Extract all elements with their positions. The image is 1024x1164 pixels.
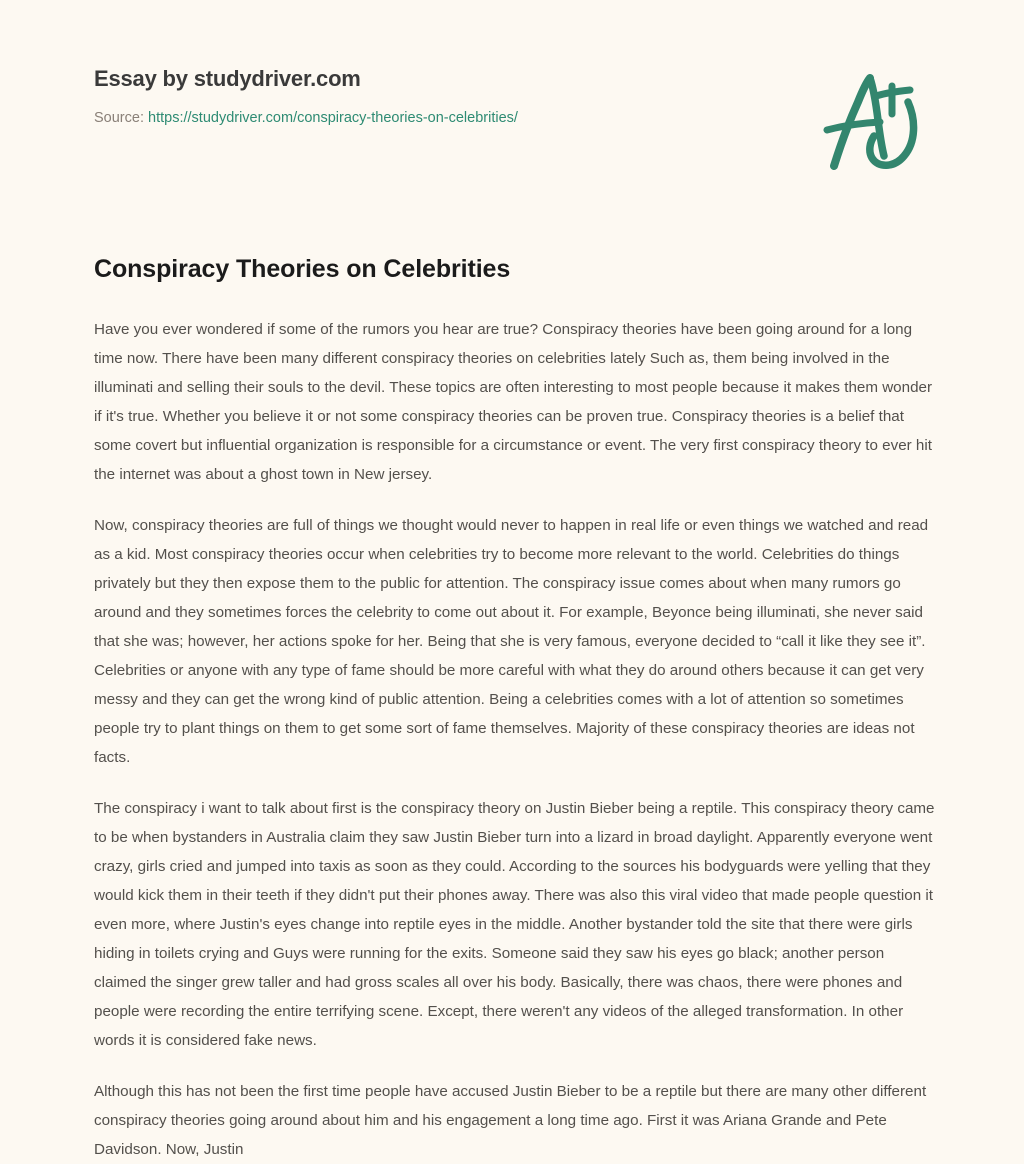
article-body (94, 315, 940, 1164)
a-plus-logo-icon (812, 62, 932, 172)
brand-title: Essay by studydriver.com (94, 66, 361, 91)
source-line (94, 109, 814, 128)
page-title: Conspiracy Theories on Celebrities (94, 255, 511, 283)
page-header (0, 0, 1024, 200)
source-link[interactable]: https://studydriver.com/conspiracy-theories-on-celebrities/ (148, 110, 518, 127)
brand-block (94, 66, 814, 128)
paragraph: The conspiracy i want to talk about first is the conspiracy theory on Justin Bieber being a reptile. This conspiracy theory came to be when bystanders in Australia claim they saw Justin Bieber turn into a lizard in broad daylight. Apparently everyone went crazy, girls cried and jumped into taxis as soon as they could. According to the sources his bodyguards were yelling that they would kick them in their teeth if they didn't put their phones away. There was also this viral video that made people question it even more, where Justin's eyes change into reptile eyes in the middle. Another bystander told the site that there were girls hiding in toilets crying and Guys were running for the exits. Someone said they saw his eyes go black; another person claimed the singer grew taller and had gross scales all over his body. Basically, there was chaos, there were phones and people were recording the entire terrifying scene. Except, there weren't any videos of the alleged transformation. In other words it is considered fake news. (94, 800, 935, 1050)
source-label: Source: (94, 110, 144, 127)
article (94, 254, 940, 1164)
paragraph: Have you ever wondered if some of the rumors you hear are true? Conspiracy theories have been going around for a long time now. There have been many different conspiracy theories on celebrities lately Such as, them being involved in the illuminati and selling their souls to the devil. These topics are often interesting to most people because it makes them wonder if it's true. Whether you believe it or not some conspiracy theories can be proven true. Conspiracy theories is a belief that some covert but influential organization is responsible for a circumstance or event. The very first conspiracy theory to ever hit the internet was about a ghost town in New jersey. (94, 321, 933, 484)
paragraph: Although this has not been the first time people have accused Justin Bieber to be a reptile but there are many other different conspiracy theories going around about him and his engagement a long time ago. First it was Ariana Grande and Pete Davidson. Now, Justin (94, 1083, 927, 1159)
paragraph: Now, conspiracy theories are full of things we thought would never to happen in real life or even things we watched and read as a kid. Most conspiracy theories occur when celebrities try to become more relevant to the world. Celebrities do things privately but they then expose them to the public for attention. The conspiracy issue comes about when many rumors go around and they sometimes forces the celebrity to come out about it. For example, Beyonce being illuminati, she never said that she was; however, her actions spoke for her. Being that she is very famous, everyone decided to “call it like they see it”. Celebrities or anyone with any type of fame should be more careful with what they do around others because it can get very messy and they can get the wrong kind of public attention. Being a celebrities comes with a lot of attention so sometimes people try to plant things on them to get some sort of fame themselves. Majority of these conspiracy theories are ideas not facts. (94, 517, 929, 767)
